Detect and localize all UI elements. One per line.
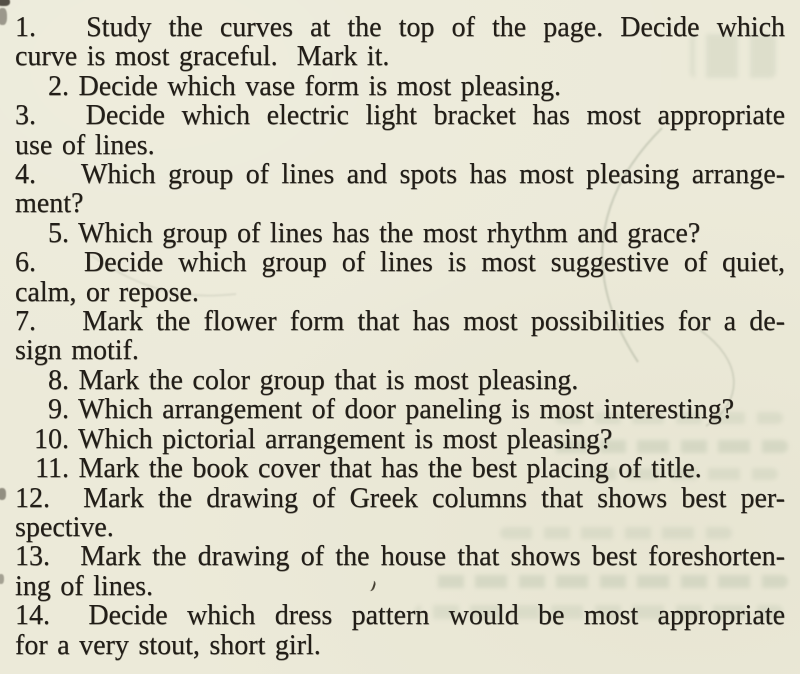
question-number: 8. [48, 364, 69, 396]
question-number: 4. [15, 159, 36, 191]
question-text: Mark the drawing of Greek columns that shows best per- [83, 482, 785, 514]
question-text-line [15, 513, 785, 542]
question-item [15, 601, 785, 660]
question-number: 13. [15, 541, 50, 573]
question-text-line [15, 484, 785, 513]
question-text: Mark the book cover that has the best placing of title. [78, 453, 702, 485]
question-text-line [15, 542, 785, 571]
question-text-line [15, 278, 785, 307]
question-text-line [15, 366, 785, 395]
question-number: 14. [15, 600, 50, 632]
question-text-line [15, 160, 785, 189]
question-number: 1. [15, 12, 36, 43]
question-text: ment? [15, 188, 84, 220]
question-item [15, 307, 785, 366]
question-text: ing of lines. [15, 570, 154, 602]
question-number: 11. [35, 453, 69, 485]
question-text-line [15, 101, 785, 130]
exercise-question-list [15, 13, 785, 660]
question-text-line [15, 248, 785, 277]
question-text: use of lines. [15, 129, 155, 161]
question-item [15, 248, 785, 307]
question-text: Which group of lines and spots has most pleasing arrange- [80, 159, 786, 191]
question-text: Study the curves at the top of the page. Decide which [86, 12, 786, 43]
question-text: Decide which group of lines is most suggestive of quiet, [83, 247, 786, 279]
question-item [15, 160, 785, 219]
question-text: Which arrangement of door paneling is most interesting? [78, 394, 735, 426]
question-text-line [15, 189, 785, 218]
question-number: 6. [15, 247, 36, 279]
question-text-line [15, 425, 785, 454]
question-text: for a very stout, short girl. [15, 629, 321, 661]
question-number: 7. [15, 306, 36, 338]
edge-smudge [0, 0, 10, 6]
question-text-line [15, 601, 785, 630]
question-text-line [15, 42, 785, 71]
question-item [15, 366, 785, 395]
question-text-line [15, 454, 785, 483]
question-item [15, 425, 785, 454]
question-text: calm, or repose. [15, 276, 199, 308]
edge-smudge [0, 8, 7, 25]
question-item [15, 13, 785, 72]
question-item [15, 72, 785, 101]
question-text: Mark the flower form that has most possibilities for a de- [82, 306, 786, 338]
question-item [15, 395, 785, 424]
question-number: 2. [48, 70, 69, 102]
question-number: 9. [48, 394, 69, 426]
question-item [15, 454, 785, 483]
question-text-line [15, 395, 785, 424]
question-item [15, 219, 785, 248]
edge-smudge [0, 574, 4, 584]
question-number: 12. [15, 482, 50, 514]
question-text-line [15, 13, 785, 42]
question-text: Mark the drawing of the house that shows best foreshorten- [80, 541, 785, 573]
question-text-line [15, 131, 785, 160]
question-number: 5. [48, 217, 69, 249]
question-text-line [15, 631, 785, 660]
edge-smudge [0, 488, 6, 500]
question-text: sign motif. [15, 335, 139, 367]
question-text: spective. [15, 511, 114, 543]
question-text-line [15, 219, 785, 248]
question-number: 3. [15, 100, 36, 132]
question-text-line [15, 72, 785, 101]
question-text-line [15, 572, 785, 601]
question-text: Decide which electric light bracket has most appropriate [85, 100, 786, 132]
question-item [15, 542, 785, 601]
question-text: Decide which dress pattern would be most appropriate [88, 600, 785, 632]
question-text-line [15, 307, 785, 336]
question-number: 10. [34, 423, 69, 455]
question-text-line [15, 336, 785, 365]
question-item [15, 101, 785, 160]
question-text: Which group of lines has the most rhythm and grace? [78, 217, 701, 249]
question-text: curve is most graceful. Mark it. [15, 41, 390, 73]
question-text: Decide which vase form is most pleasing. [78, 70, 561, 102]
question-text: Mark the color group that is most pleasing. [78, 364, 579, 396]
question-text: Which pictorial arrangement is most pleasing? [78, 423, 613, 455]
question-item [15, 484, 785, 543]
